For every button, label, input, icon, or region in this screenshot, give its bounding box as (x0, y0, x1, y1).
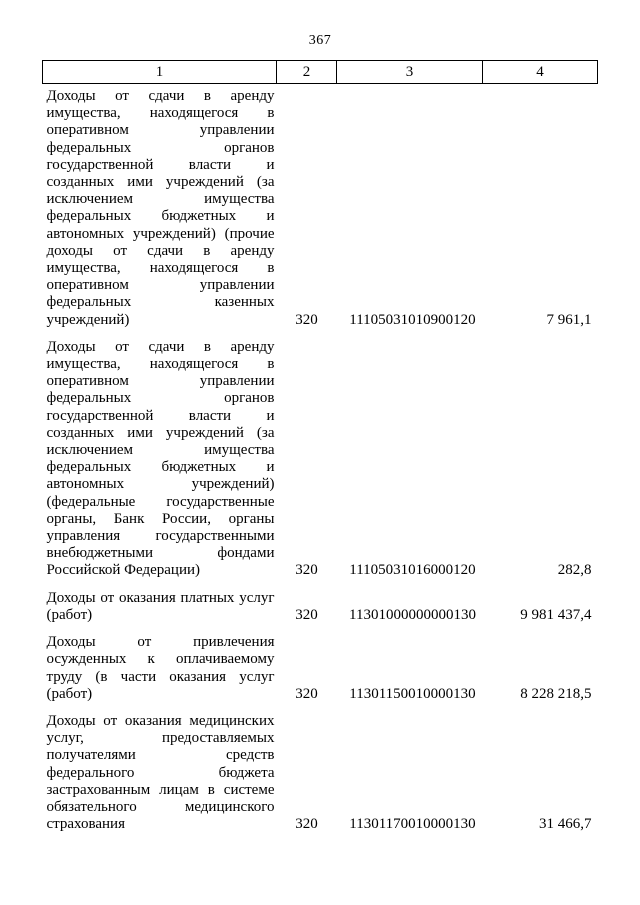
header-row (43, 61, 598, 84)
row-description: Доходы от оказания платных услуг (работ) (46, 589, 275, 623)
row-amount: 282,8 (557, 562, 592, 579)
row-admin-code: 320 (295, 606, 318, 623)
revenue-table (42, 60, 598, 839)
row-kbk: 11301170010000130 (349, 816, 476, 833)
header-col-2: 2 (277, 61, 337, 84)
row-amount: 9 981 437,4 (520, 606, 592, 623)
table-row (43, 709, 598, 839)
row-amount: 31 466,7 (539, 816, 592, 833)
header-col-3: 3 (337, 61, 483, 84)
row-admin-code: 320 (295, 311, 318, 328)
table-row (43, 630, 598, 709)
row-kbk: 11301000000000130 (349, 606, 476, 623)
row-kbk: 11105031016000120 (349, 562, 476, 579)
row-admin-code: 320 (295, 816, 318, 833)
row-amount: 8 228 218,5 (520, 685, 592, 702)
row-kbk: 11105031010900120 (349, 311, 476, 328)
header-col-1: 1 (43, 61, 277, 84)
header-col-4: 4 (483, 61, 598, 84)
row-kbk: 11301150010000130 (349, 685, 476, 702)
row-admin-code: 320 (295, 685, 318, 702)
row-description: Доходы от сдачи в аренду имущества, находящегося в оперативном управлении федеральных органов государственной власти и созданных ими учреждений (за исключением имущества федеральных бюджетных и автономных учреждений) (прочие доходы от сдачи в аренду имущества, находящегося в оперативном управлении федеральных казенных учреждений) (46, 88, 275, 328)
table-row (43, 335, 598, 586)
row-admin-code: 320 (295, 562, 318, 579)
row-description: Доходы от сдачи в аренду имущества, находящегося в оперативном управлении федеральных органов государственной власти и созданных ими учреждений (за исключением имущества федеральных бюджетных и автономных учреждений) (федеральные государственные органы, Банк России, органы управления государственными внебюджетными фондами Российской Федерации) (46, 338, 275, 579)
row-amount: 7 961,1 (546, 311, 592, 328)
table-row (43, 586, 598, 630)
row-description: Доходы от оказания медицинских услуг, предоставляемых получателями средств федерального бюджета застрахованным лицам в системе обязательного медицинского страхования (46, 712, 275, 833)
table-row (43, 84, 598, 335)
page-number: 367 (308, 33, 332, 48)
row-description: Доходы от привлечения осужденных к оплачиваемому труду (в части оказания услуг (работ) (46, 634, 275, 702)
